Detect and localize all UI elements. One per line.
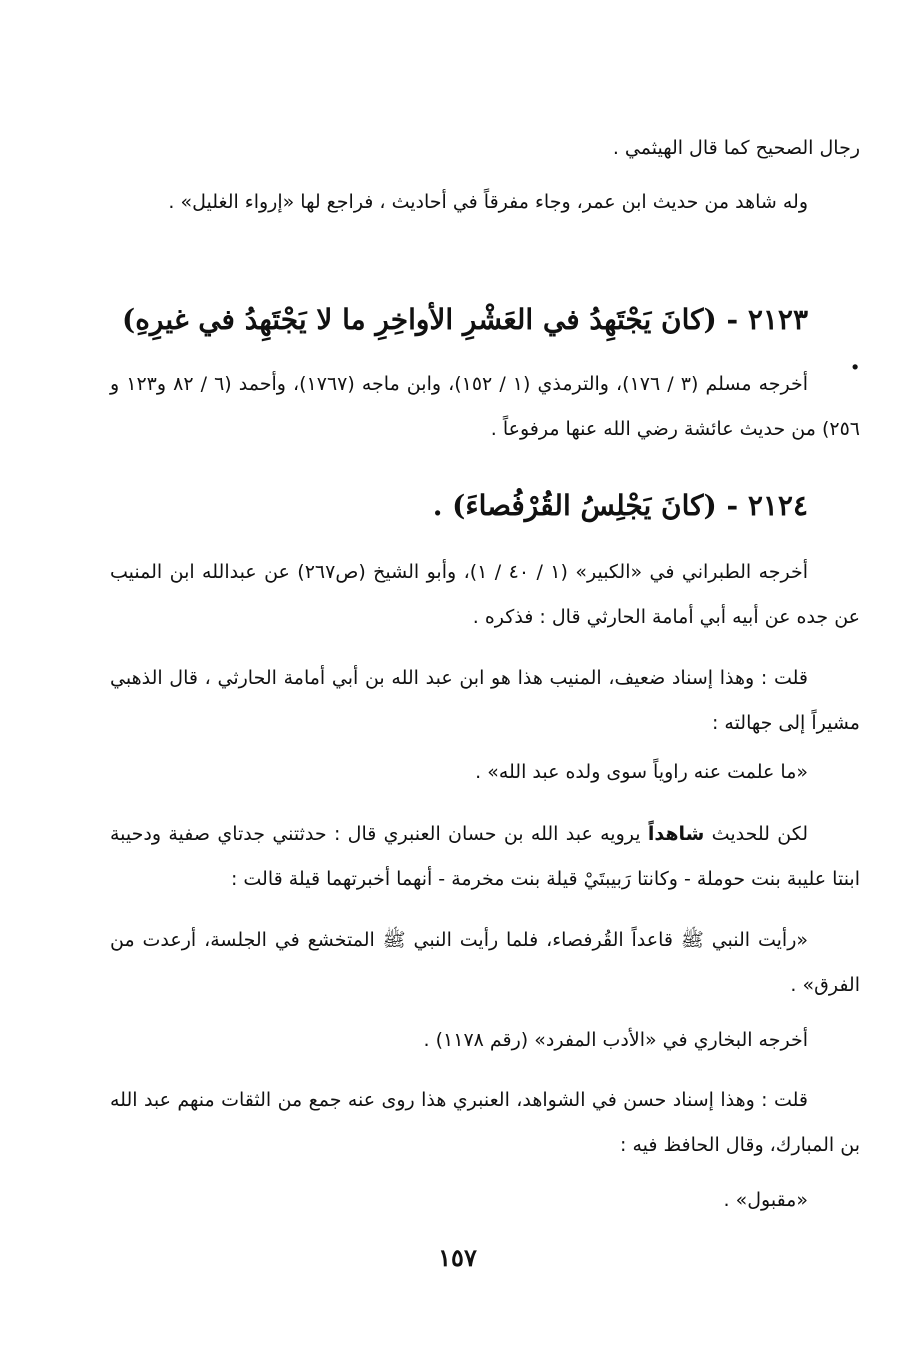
quote-hafiz: «مقبول» . (723, 1189, 808, 1211)
paragraph-isnad-hasan: قلت : وهذا إسناد حسن في الشواهد، العنبري هذا روى عنه جمع من الثقات منهم عبد الله بن المبارك، وقال الحافظ فيه : (110, 1089, 860, 1156)
paragraph-continuation: رجال الصحيح كما قال الهيثمي . (612, 137, 860, 159)
paragraph-takhrij-2124: أخرجه الطبراني في «الكبير» (١ / ٤٠ / ١)، وأبو الشيخ (ص٢٦٧) عن عبدالله ابن المنيب عن جده عن أبيه أبي أمامة الحارثي قال : فذكره . (110, 561, 860, 628)
paragraph-isnad-weak: قلت : وهذا إسناد ضعيف، المنيب هذا هو ابن عبد الله بن أبي أمامة الحارثي ، قال الذهبي مشيراً إلى جهالته : (110, 667, 860, 734)
quote-dhahabi: «ما علمت عنه راوياً سوى ولده عبد الله» . (475, 761, 808, 783)
paragraph-witness-note: وله شاهد من حديث ابن عمر، وجاء مفرقاً في أحاديث ، فراجع لها «إرواء الغليل» . (168, 191, 808, 213)
page-number: ١٥٧ (438, 1243, 477, 1272)
paragraph-bukhari-adab: أخرجه البخاري في «الأدب المفرد» (رقم ١١٧٨) . (423, 1029, 808, 1051)
hadith-heading-2123: ٢١٢٣ - (كانَ يَجْتَهِدُ في العَشْرِ الأواخِرِ ما لا يَجْتَهِدُ في غيرِهِ) . (122, 303, 860, 376)
paragraph-takhrij-2123: أخرجه مسلم (٣ / ١٧٦)، والترمذي (١ / ١٥٢)، وابن ماجه (١٧٦٧)، وأحمد (٦ / ٨٢ و١٢٣ و ٢٥٦) من حديث عائشة رضي الله عنها مرفوعاً . (110, 373, 860, 440)
witness-text-start: لكن للحديث (704, 823, 808, 845)
witness-bold-word: شاهداً (647, 823, 705, 845)
hadith-heading-2124: ٢١٢٤ - (كانَ يَجْلِسُ القُرْفُصاءَ) . (432, 489, 808, 522)
quote-qayla: «رأيت النبي ﷺ قاعداً القُرفصاء، فلما رأيت النبي ﷺ المتخشع في الجلسة، أرعدت من الفرق» . (110, 929, 860, 996)
witness-text-end: يرويه عبد الله بن حسان العنبري قال : حدثتني جدتاي صفية ودحيبة ابنتا علیبة بنت حوملة - وكانتا رَبيبتَيْ قيلة بنت مخرمة - أنهما أخبرتهما قيلة قالت : (110, 823, 860, 890)
paragraph-witness-hadith (110, 812, 860, 902)
